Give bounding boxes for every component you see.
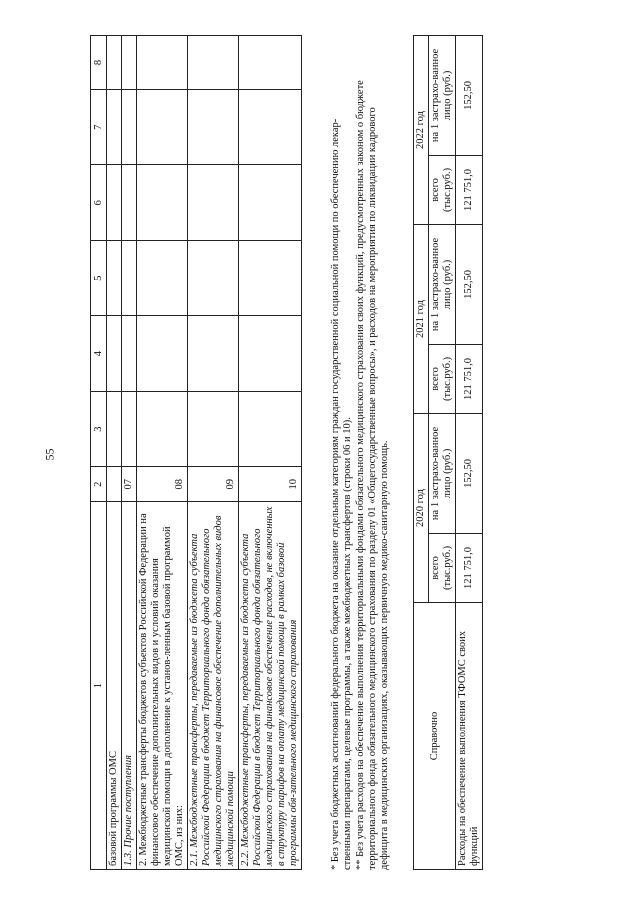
subheader-total: всего (тыс.руб.)	[429, 155, 456, 224]
footnote-2: ** Без учета расходов на обеспечение выполнения территориальными фондами обязательного медицинского страхования своих функций, предусмотренных законом о бюджете территориального фонда обязательного медицинского страхования по разделу 01 «Общегосударственные вопросы», и расходов на мероприятия по ликвидации кадрового дефицита в медицинских организациях, оказывающих первичную медико-санитарную помощь.	[355, 80, 390, 870]
col-header-2: 2	[91, 467, 107, 502]
cell	[137, 89, 188, 164]
row-label: 2.1. Межбюджетные трансферты, передаваемые из бюджета субъекта Российской Федерации в бюджет Территориального фонда обязательного медицинского страхования на финансовое обеспечение дополнительных видов медицинской помощи	[188, 502, 239, 870]
row-label: базовой программы ОМС	[107, 502, 122, 870]
value-2020-total: 121 751,0	[456, 533, 483, 602]
cell	[239, 165, 302, 240]
cell	[239, 36, 302, 90]
cell	[188, 36, 239, 90]
cell	[122, 391, 137, 466]
col-header-6: 6	[91, 165, 107, 240]
column-number-row	[91, 36, 107, 870]
cell	[122, 89, 137, 164]
cell	[107, 240, 122, 315]
row-code: 10	[239, 467, 302, 502]
financing-table	[90, 35, 302, 870]
cell	[137, 316, 188, 391]
value-2021-total: 121 751,0	[456, 344, 483, 413]
row-code: 08	[137, 467, 188, 502]
row-label: Расходы на обеспечение выполнения ТФОМС своих функций	[456, 603, 483, 870]
cell	[239, 316, 302, 391]
table-row	[188, 36, 239, 870]
rotated-sheet	[90, 35, 640, 870]
cell	[239, 240, 302, 315]
col-header-1: 1	[91, 502, 107, 870]
value-2022-per: 152,50	[456, 36, 483, 156]
row-code	[107, 467, 122, 502]
col-header-3: 3	[91, 391, 107, 466]
table-row	[107, 36, 122, 870]
subheader-per-person: на 1 застрахо-ванное лицо (руб.)	[429, 225, 456, 345]
cell	[122, 36, 137, 90]
table-row	[137, 36, 188, 870]
year-header-row	[414, 36, 429, 870]
value-2021-per: 152,50	[456, 225, 483, 345]
table-row	[456, 36, 483, 870]
subheader-total: всего (тыс.руб.)	[429, 344, 456, 413]
cell	[188, 316, 239, 391]
page-number: 55	[42, 448, 57, 461]
year-2020: 2020 год	[414, 414, 429, 603]
cell	[188, 165, 239, 240]
subheader-total: всего (тыс.руб.)	[429, 533, 456, 602]
value-2022-total: 121 751,0	[456, 155, 483, 224]
row-label: 2. Межбюджетные трансферты бюджетов субъектов Российской Федерации на финансовое обеспечение дополнительных видов и условий оказания медицинской помощи в дополнение к установ-ленным базовой программой ОМС, из них:	[137, 502, 188, 870]
col-header-5: 5	[91, 240, 107, 315]
cell	[107, 391, 122, 466]
col-header-8: 8	[91, 36, 107, 90]
cell	[122, 316, 137, 391]
table-row	[122, 36, 137, 870]
year-2021: 2021 год	[414, 225, 429, 414]
row-label: 1.3. Прочие поступления	[122, 502, 137, 870]
col-header-4: 4	[91, 316, 107, 391]
cell	[137, 36, 188, 90]
table-row	[239, 36, 302, 870]
value-2020-per: 152,50	[456, 414, 483, 534]
cell	[107, 165, 122, 240]
row-code: 07	[122, 467, 137, 502]
cell	[188, 391, 239, 466]
row-label: 2.2. Межбюджетные трансферты, передаваемые из бюджета субъекта Российской Федерации в бюджет Территориального фонда обязательного медицинского страхования на финансовое обеспечение расходов, не включенных в структуру тарифов на оплату медицинской помощи в рамках базовой программы обя-зательного медицинского страхования	[239, 502, 302, 870]
subheader-per-person: на 1 застрахо-ванное лицо (руб.)	[429, 36, 456, 156]
year-2022: 2022 год	[414, 36, 429, 225]
cell	[239, 89, 302, 164]
reference-label: Справочно	[414, 603, 456, 870]
col-header-7: 7	[91, 89, 107, 164]
cell	[137, 240, 188, 315]
reference-table	[413, 35, 483, 870]
footnotes	[330, 70, 392, 870]
cell	[239, 391, 302, 466]
cell	[122, 240, 137, 315]
cell	[107, 316, 122, 391]
cell	[137, 391, 188, 466]
subheader-per-person: на 1 застрахо-ванное лицо (руб.)	[429, 414, 456, 534]
footnote-1: * Без учета бюджетных ассигнований федерального бюджета на оказание отдельным категориям граждан государственной социальной помощи по обеспечению лекар-ственными препаратами, целевые программы, а также межбюджетных трансфертов (строки 06 и 10).	[330, 118, 353, 870]
cell	[107, 36, 122, 90]
cell	[188, 240, 239, 315]
cell	[107, 89, 122, 164]
cell	[122, 165, 137, 240]
cell	[188, 89, 239, 164]
cell	[137, 165, 188, 240]
row-code: 09	[188, 467, 239, 502]
